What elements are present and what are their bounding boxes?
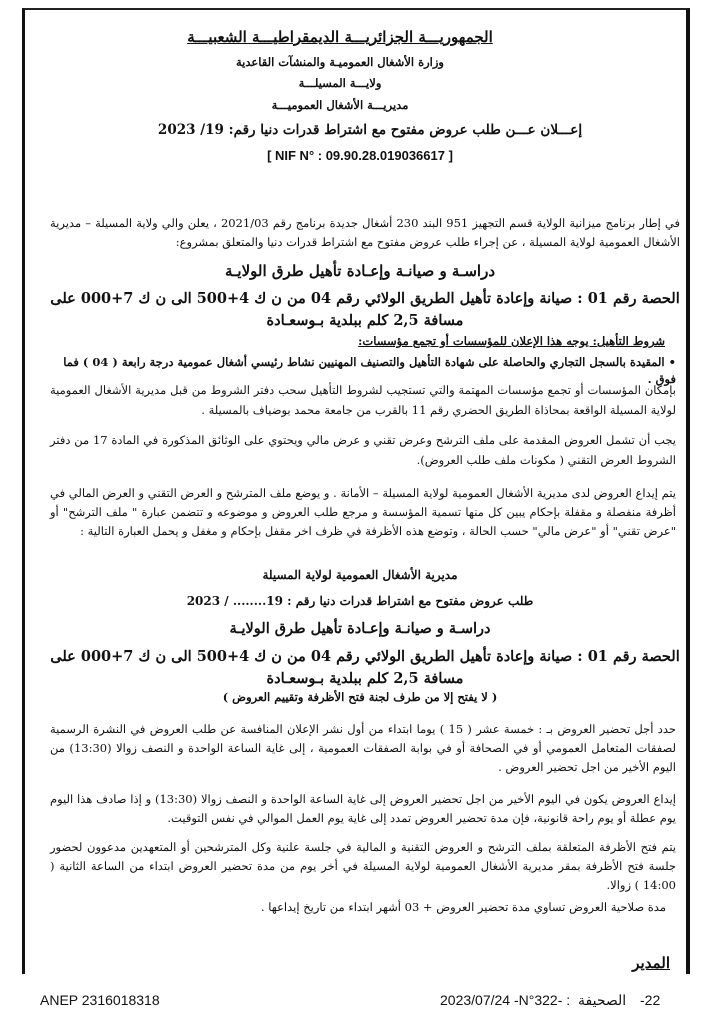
paragraph-opening: يتم فتح الأظرفة المتعلقة بملف الترشح و العروض التقنية و المالية في جلسة علنية وكل المترشحين أو المتعهدين مدعوون لحضور جلسة فتح الأظرفة بمقر مديرية الأشغال العمومية لولاية المسيلة في أخر يوم من مدة تحضير العروض ابتداء من الساعة الثانية ( 14:00 ) زوالا. bbox=[50, 840, 676, 892]
bullet-icon: • bbox=[664, 355, 676, 369]
signature: المدير bbox=[632, 954, 670, 972]
announcement-title: إعـــلان عـــن طلب عروض مفتوح مع اشتراط قدرات دنيا رقم: 19/ 2023 bbox=[157, 122, 583, 138]
directorate-name: مديريـــة الأشغال العموميـــة bbox=[271, 98, 409, 112]
intro-paragraph: في إطار برنامج ميزانية الولاية قسم التجهيز 951 البند 230 أشغال جديدة برنامج رقم 2021/03 ، يعلن والي ولاية المسيلة – مديرية الأشغال العمومية لولاية المسيلة ، عن إجراء طلب عروض مفتوح مع اشتراط قدرات دنيا والمتعلق بمشروع: bbox=[50, 216, 680, 249]
paragraph-validity: مدة صلاحية العروض تساوي مدة تحضير العروض + 03 أشهر ابتداء من تاريخ إيداعها . bbox=[260, 900, 666, 914]
condition-item: • المقيدة بالسجل التجاري والحاصلة على شهادة التأهيل والتصنيف المهنيين نشاط رئيسي أشغال عمومية درجة رابعة ( 04 ) فما فوق . bbox=[63, 355, 676, 386]
conditions-title: شروط التأهيل: يوجه هذا الإعلان للمؤسسات أو تجمع مؤسسات: bbox=[358, 334, 665, 348]
page-label: الصحيفة bbox=[578, 992, 627, 1008]
anep-reference: ANEP 2316018318 bbox=[40, 992, 160, 1008]
envelope-lot: الحصة رقم 01 : صيانة وإعادة تأهيل الطريق الولائي رقم 04 من ن ك 4+500 الى ن ك 7+000 على مسافة 2,5 كلم ببلدية بـوسعـادة bbox=[50, 648, 680, 687]
envelope-directorate: مديرية الأشغال العمومية لولاية المسيلة bbox=[262, 568, 458, 582]
page-number: -22 bbox=[640, 992, 661, 1008]
nif-number: [ NIF N° : 09.90.28.019036617 ] bbox=[267, 148, 453, 163]
envelope-note: ( لا يفتح إلا من طرف لجنة فتح الأظرفة وتقييم العروض ) bbox=[222, 690, 498, 704]
footer bbox=[0, 992, 702, 1016]
ministry-name: وزارة الأشغال العموميـة والمنشآت القاعدية bbox=[236, 55, 444, 69]
paragraph-deposit-time: إيداع العروض يكون في اليوم الأخير من اجل تحضير العروض إلى غاية الساعة الواحدة و النصف زوالا (13:30) و إذا صادف هذا اليوم يوم عطلة أو يوم راحة قانونية، فإن مدة تحضير العروض تمدد إلى غاية يوم العمل الموالي في نفس التوقيت. bbox=[50, 792, 677, 825]
paragraph-offers-content: يجب أن تشمل العروض المقدمة على ملف الترشح وعرض تقني و عرض مالي ويحتوي على الوثائق المذكورة في المادة 17 من دفتر الشروط العرض التقني ( مكونات ملف طلب العروض). bbox=[50, 433, 676, 467]
envelope-tender: طلب عروض مفتوح مع اشتراط قدرات دنيا رقم : 19........ / 2023 bbox=[186, 594, 534, 608]
wilaya-name: ولايـــة المسيلـــة bbox=[298, 76, 382, 90]
project-title: دراسـة و صيانـة وإعـادة تأهيل طرق الولايـة bbox=[224, 262, 496, 280]
publication-date-number: 2023/07/24 -N°322- : bbox=[440, 992, 571, 1008]
paragraph-deposit: يتم إيداع العروض لدى مديرية الأشغال العمومية لولاية المسيلة – الأمانة . و يوضع ملف المترشح و العرض التقني و العرض المالي في أظرفة منفصلة و مقفلة بإحكام يبين كل منها تسمية المؤسسة و مرجع طلب العروض و موضوعه و تتضمن عبارة " ملف الترشح" أو "عرض تقني" أو "عرض مالي" حسب الحالة ، وتوضع هذه الأظرفة في ظرف اخر مقفل بإحكام و مغفل و يحمل العبارة التالية : bbox=[50, 486, 676, 538]
lot-title: الحصة رقم 01 : صيانة وإعادة تأهيل الطريق الولائي رقم 04 من ن ك 4+500 الى ن ك 7+000 على مسافة 2,5 كلم ببلدية بـوسعـادة bbox=[50, 290, 680, 329]
republic-title: الجمهوريـــة الجزائريـــة الديمقراطيـــة الشعبيـــة bbox=[187, 28, 493, 46]
paragraph-deadline: حدد أجل تحضير العروض بـ : خمسة عشر ( 15 ) يوما ابتداء من أول نشر الإعلان المنافسة عن طلب العروض في النشرة الرسمية لصفقات المتعامل العمومي أو في الصحافة أو في بوابة الصفقات العمومية ، إلى غاية الساعة الواحدة و النصف زوالا (13:30) من اليوم الأخير من اجل تحضير العروض . bbox=[50, 722, 677, 774]
paragraph-withdrawal: بإمكان المؤسسات أو تجمع مؤسسات المهتمة والتي تستجيب لشروط التأهيل سحب دفتر الشروط من قبل مديرية الأشغال العمومية لولاية المسيلة الواقعة بمحاذاة الطريق الحضري رقم 11 بالقرب من جامعة محمد بوضياف بالمسيلة . bbox=[50, 383, 676, 417]
envelope-project: دراسـة و صيانـة وإعـادة تأهيل طرق الولايـة bbox=[229, 620, 491, 637]
